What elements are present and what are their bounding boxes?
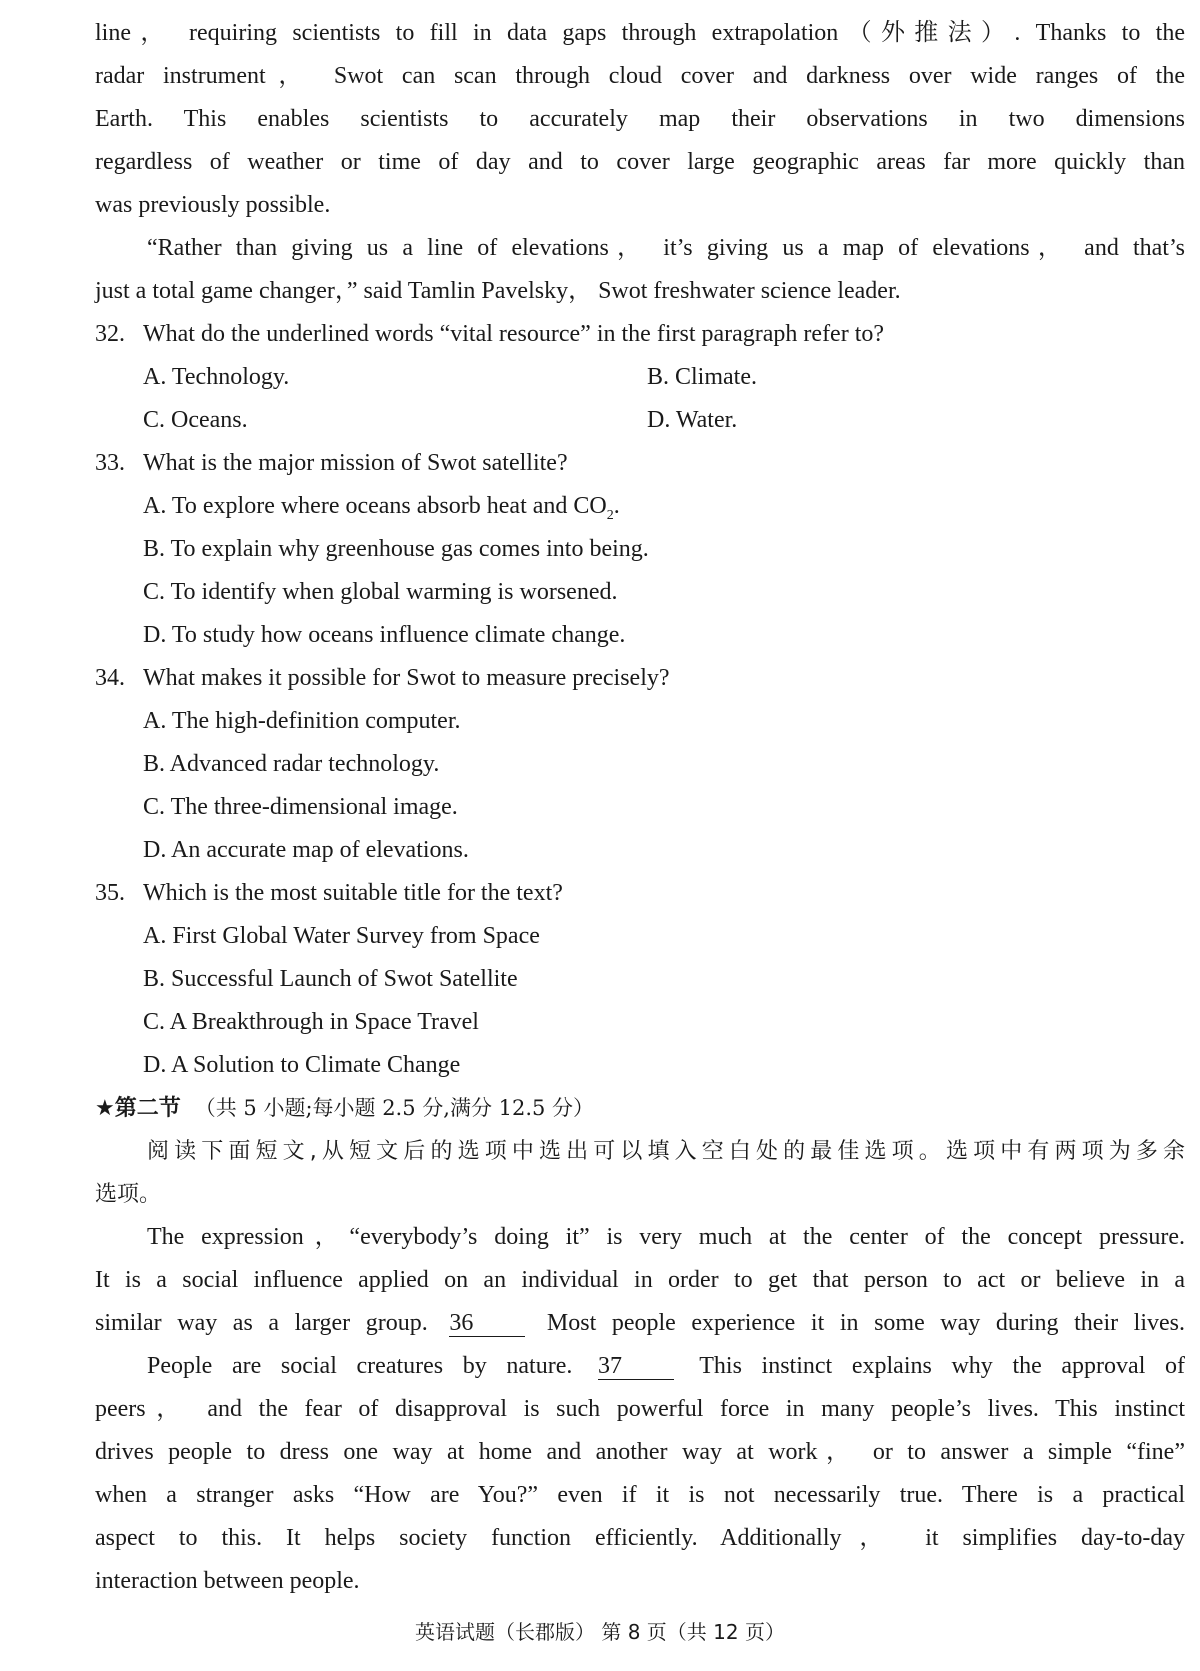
option-row (95, 399, 1185, 442)
option-b[interactable]: B. Climate. (647, 364, 757, 390)
text-segment: Most people experience it in some way during their lives. (546, 1310, 1186, 1336)
question-stem (95, 313, 1185, 356)
passage2-paragraph-1 (95, 1216, 1185, 1345)
instruction-line: 选项。 (95, 1182, 162, 1207)
text-line: interaction between people. (95, 1568, 360, 1594)
option-c[interactable]: C. A Breakthrough in Space Travel (143, 1009, 479, 1035)
section-heading (95, 1087, 1185, 1130)
option-d[interactable]: D. An accurate map of elevations. (143, 837, 469, 863)
question-number: 35. (95, 880, 125, 906)
option-b[interactable]: B. Successful Launch of Swot Satellite (143, 966, 518, 992)
option-b[interactable]: B. Advanced radar technology. (143, 751, 440, 777)
text-segment: People are social creatures by nature. (147, 1353, 573, 1379)
text-line (95, 1302, 1185, 1345)
option-c[interactable]: C. To identify when global warming is worsened. (143, 579, 618, 605)
question-text: What makes it possible for Swot to measure precisely? (143, 665, 670, 691)
question-number: 32. (95, 321, 125, 347)
section-instruction (95, 1130, 1185, 1216)
question-number: 33. (95, 450, 125, 476)
passage-paragraph (95, 12, 1185, 227)
option-c[interactable]: C. Oceans. (143, 407, 248, 433)
text-line: line， requiring scientists to fill in data gaps through extrapolation（外推法）. Thanks to the (95, 20, 1185, 46)
text-line: Earth. This enables scientists to accurately map their observations in two dimensions (95, 106, 1185, 132)
question-stem (95, 442, 1185, 485)
question-stem (95, 657, 1185, 700)
instruction-line: 阅读下面短文,从短文后的选项中选出可以填入空白处的最佳选项。选项中有两项为多余 (147, 1139, 1185, 1164)
blank-37[interactable]: 37 (598, 1353, 674, 1380)
section-title: ★第二节 (95, 1096, 181, 1121)
question-number: 34. (95, 665, 125, 691)
page-footer: 英语试题（长郡版） 第 8 页（共 12 页） (415, 1620, 785, 1644)
text-line: The expression，“everybody’s doing it” is very much at the center of the concept pressure. (147, 1224, 1185, 1250)
option-a[interactable]: A. Technology. (143, 364, 290, 390)
option-d[interactable]: D. To study how oceans influence climate change. (143, 622, 626, 648)
option-a[interactable] (95, 485, 1185, 528)
text-line: It is a social influence applied on an individual in order to get that person to act or believe in a (95, 1267, 1185, 1293)
text-line (95, 1345, 1185, 1388)
quote-paragraph (95, 227, 1185, 313)
section-info: （共 5 小题;每小题 2.5 分,满分 12.5 分） (194, 1096, 595, 1120)
subscript: 2 (606, 507, 614, 523)
question-33 (95, 442, 1185, 657)
passage2-paragraph-2 (95, 1345, 1185, 1603)
option-a-text: A. To explore where oceans absorb heat and CO (143, 493, 607, 519)
option-b[interactable]: B. To explain why greenhouse gas comes into being. (143, 536, 649, 562)
question-text: What is the major mission of Swot satellite? (143, 450, 568, 476)
option-a-end: . (613, 493, 620, 519)
text-line: drives people to dress one way at home and another way at work， or to answer a simple “fine” (95, 1439, 1185, 1465)
question-32 (95, 313, 1185, 442)
text-line: just a total game changer，” said Tamlin Pavelsky， Swot freshwater science leader. (95, 278, 901, 304)
question-text: What do the underlined words “vital resource” in the first paragraph refer to? (143, 321, 885, 347)
option-c[interactable]: C. The three-dimensional image. (143, 794, 458, 820)
option-row (95, 356, 1185, 399)
text-line: “Rather than giving us a line of elevations， it’s giving us a map of elevations， and that’s (147, 235, 1185, 261)
text-line: radar instrument， Swot can scan through cloud cover and darkness over wide ranges of the (95, 63, 1185, 89)
question-35 (95, 872, 1185, 1087)
text-line: was previously possible. (95, 192, 331, 218)
text-line: peers， and the fear of disapproval is such powerful force in many people’s lives. This instinct (95, 1396, 1185, 1422)
option-d[interactable]: D. Water. (647, 407, 738, 433)
text-segment: This instinct explains why the approval of (699, 1353, 1185, 1379)
option-d[interactable]: D. A Solution to Climate Change (143, 1052, 461, 1078)
blank-36[interactable]: 36 (449, 1310, 525, 1337)
question-text: Which is the most suitable title for the text? (143, 880, 563, 906)
option-a[interactable]: A. The high-definition computer. (143, 708, 461, 734)
text-line: aspect to this. It helps society function efficiently. Additionally， it simplifies day-to-day (95, 1525, 1185, 1551)
question-stem (95, 872, 1185, 915)
text-segment: similar way as a larger group. (95, 1310, 428, 1336)
text-line: regardless of weather or time of day and to cover large geographic areas far more quickly than (95, 149, 1185, 175)
option-a[interactable]: A. First Global Water Survey from Space (143, 923, 540, 949)
text-line: when a stranger asks “How are You?” even if it is not necessarily true. There is a practical (95, 1482, 1185, 1508)
exam-page (95, 12, 1185, 1603)
question-34 (95, 657, 1185, 872)
